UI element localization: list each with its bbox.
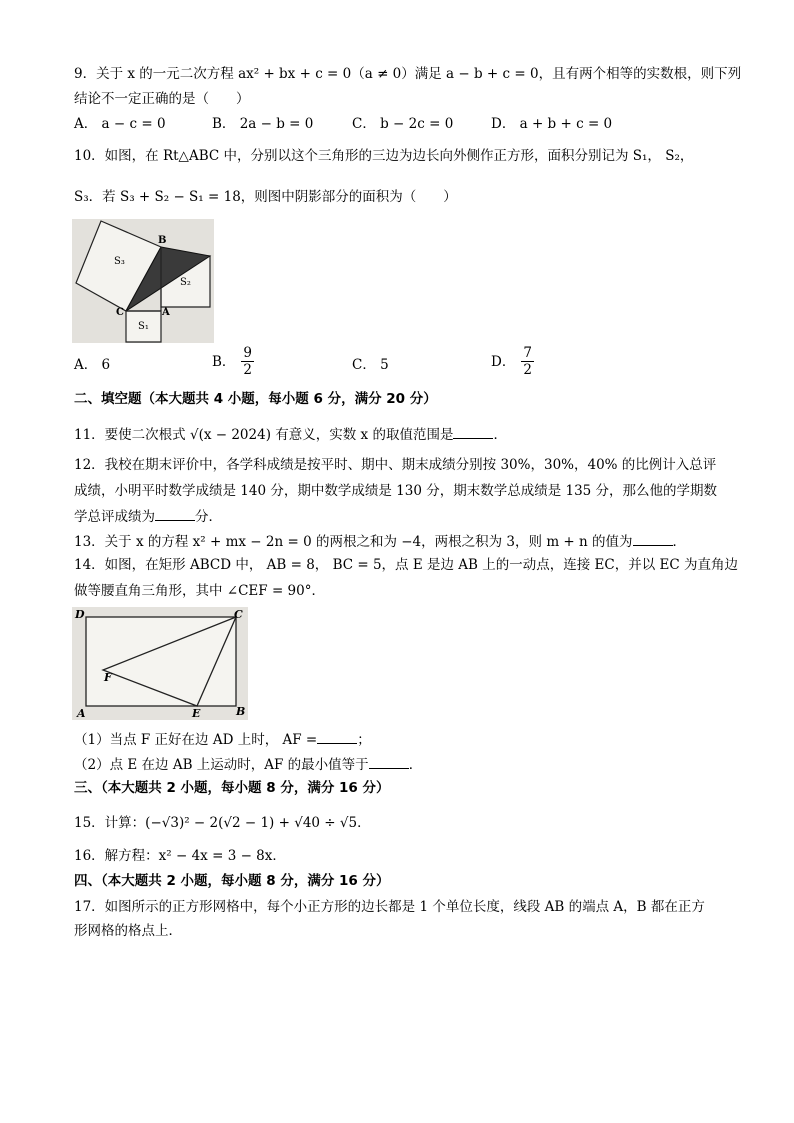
q14-label-a: A — [77, 707, 86, 720]
q10-option-c: C． 5 — [352, 357, 389, 373]
q10-label-c: C — [116, 307, 124, 318]
q12-line1: 12．我校在期末评价中，各学科成绩是按平时、期中、期末成绩分别按 30%，30%，40% 的比例计入总评 — [74, 457, 717, 473]
q9-option-d: D． a + b + c = 0 — [491, 116, 613, 132]
q10-label-s1: S₁ — [138, 321, 149, 332]
q12-line2: 成绩，小明平时数学成绩是 140 分，期中数学成绩是 130 分，期末数学总成绩是 135 分，那么他的学期数 — [74, 483, 718, 499]
q14-sub2-end: ． — [408, 757, 423, 773]
q13-text: 13．关于 x 的方程 x² + mx − 2n = 0 的两根之和为 −4，两根之积为 3，则 m + n 的值为 — [74, 534, 633, 550]
section-2-heading: 二、填空题（本大题共 4 小题，每小题 6 分，满分 20 分） — [74, 391, 437, 407]
q9-line1: 9．关于 x 的一元二次方程 ax² + bx + c = 0（a ≠ 0）满足 a − b + c = 0，且有两个相等的实数根，则下列 — [74, 66, 742, 82]
q14-sub2-answer-blank[interactable] — [369, 754, 409, 769]
q14-sub1-text: （1）当点 F 正好在边 AD 上时， AF = — [74, 732, 318, 748]
q10-option-b-numerator: 9 — [243, 345, 253, 361]
q10-option-d-fraction — [521, 345, 534, 378]
q14-sub1-answer-blank[interactable] — [317, 729, 357, 744]
q13-answer-blank[interactable] — [633, 531, 673, 546]
q14-sub2 — [74, 754, 422, 775]
q10-line1: 10．如图，在 Rt△ABC 中，分别以这个三角形的三边为边长向外侧作正方形，面积分别记为 S₁， S₂， — [74, 148, 694, 164]
q14-figure — [72, 607, 248, 720]
q14-label-e: E — [192, 707, 201, 720]
q14-line1: 14．如图，在矩形 ABCD 中， AB = 8， BC = 5，点 E 是边 AB 上的一动点，连接 EC，并以 EC 为直角边 — [74, 557, 738, 573]
q14-sub2-text: （2）点 E 在边 AB 上运动时，AF 的最小值等于 — [74, 757, 369, 773]
q9-option-b: B． 2a − b = 0 — [212, 116, 314, 132]
q10-option-b — [212, 345, 254, 378]
q12-line3 — [74, 506, 222, 527]
q10-option-b-denominator: 2 — [243, 362, 253, 378]
q14-label-c: C — [234, 608, 243, 621]
q11-answer-blank[interactable] — [453, 424, 493, 439]
q10-line2: S₃．若 S₃ + S₂ − S₁ = 18，则图中阴影部分的面积为（ ） — [74, 189, 457, 205]
q11-text: 11．要使二次根式 √(x − 2024) 有意义，实数 x 的取值范围是 — [74, 427, 454, 443]
q13 — [74, 531, 686, 552]
q10-figure — [72, 219, 214, 343]
q14-sub1-end: ； — [357, 732, 371, 748]
q10-option-d-prefix: D． — [491, 353, 516, 370]
q14-label-b: B — [236, 705, 246, 718]
q10-option-b-prefix: B． — [212, 353, 236, 370]
q11-end: ． — [493, 427, 507, 443]
q17-line1: 17．如图所示的正方形网格中，每个小正方形的边长都是 1 个单位长度，线段 AB 的端点 A，B 都在正方 — [74, 899, 705, 915]
q9-option-a: A． a − c = 0 — [74, 116, 166, 132]
q16: 16．解方程：x² − 4x = 3 − 8x． — [74, 848, 286, 864]
q13-end: ． — [672, 534, 686, 550]
q17-line2: 形网格的格点上． — [74, 923, 182, 939]
q12-answer-blank[interactable] — [155, 506, 195, 521]
q14-sub1 — [74, 729, 371, 750]
q10-label-s3: S₃ — [114, 256, 125, 267]
q14-label-d: D — [75, 608, 85, 621]
q10-option-a: A． 6 — [74, 357, 111, 373]
q10-option-d — [491, 345, 534, 378]
q12-line3-end: 分． — [195, 509, 222, 525]
q15: 15．计算：(−√3)² − 2(√2 − 1) + √40 ÷ √5． — [74, 815, 371, 831]
q10-option-d-denominator: 2 — [523, 362, 532, 378]
q10-label-s2: S₂ — [180, 277, 191, 288]
q14-label-f: F — [104, 671, 112, 684]
q9-option-c: C． b − 2c = 0 — [352, 116, 454, 132]
q10-label-b: B — [158, 235, 167, 246]
q9-line2: 结论不一定正确的是（ ） — [74, 91, 250, 107]
section-4-heading: 四、（本大题共 2 小题，每小题 8 分，满分 16 分） — [74, 873, 390, 889]
q10-label-a: A — [162, 307, 170, 318]
q10-option-d-numerator: 7 — [523, 345, 532, 361]
q14-line2: 做等腰直角三角形，其中 ∠CEF = 90°． — [74, 583, 325, 599]
q11 — [74, 424, 507, 445]
q10-option-b-fraction — [241, 345, 254, 378]
q12-line3-text: 学总评成绩为 — [74, 509, 155, 525]
section-3-heading: 三、（本大题共 2 小题，每小题 8 分，满分 16 分） — [74, 780, 390, 796]
